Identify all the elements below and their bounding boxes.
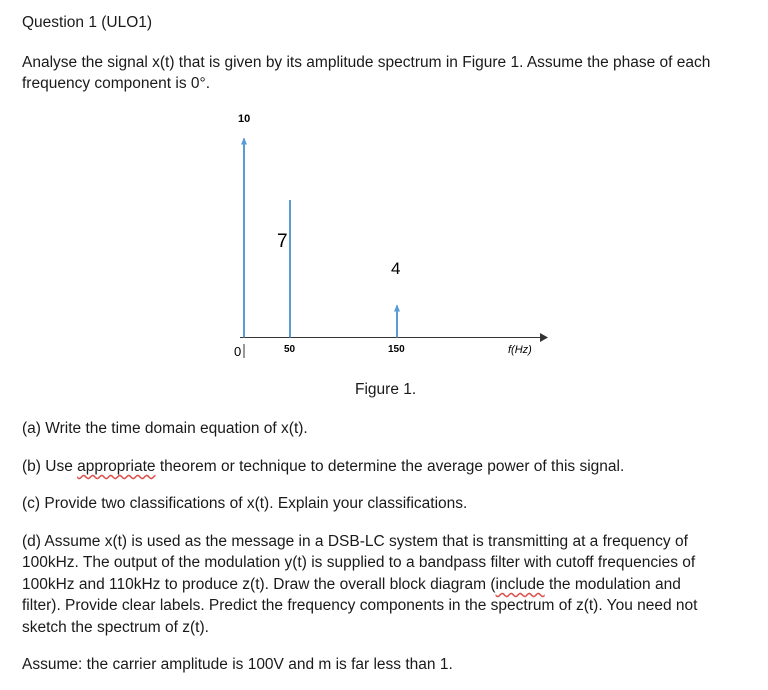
- part-d-line-2: 100kHz. The output of the modulation y(t) is supplied to a bandpass filter with cutoff frequencies of: [22, 554, 696, 571]
- part-d-line-1: (d) Assume x(t) is used as the message in a DSB-LC system that is transmitting at a frequency of: [22, 533, 688, 550]
- part-b: (b) Use appropriate theorem or technique to determine the average power of this signal.: [22, 458, 625, 475]
- assumption: Assume: the carrier amplitude is 100V and m is far less than 1.: [22, 656, 453, 673]
- x-axis-label: f(Hz): [508, 344, 532, 356]
- origin-label: 0: [234, 344, 242, 359]
- stem-arrow-head: [241, 138, 247, 145]
- x-axis-arrow: [540, 333, 548, 342]
- spellcheck-word: appropriate: [77, 458, 156, 475]
- x-tick-label: 50: [284, 344, 296, 355]
- x-tick-label: 150: [388, 344, 405, 355]
- figure-caption: Figure 1.: [355, 381, 417, 398]
- question-title: Question 1 (ULO1): [22, 14, 153, 31]
- part-d-line-5: sketch the spectrum of z(t).: [22, 619, 209, 636]
- stem-arrow-head: [394, 305, 400, 312]
- part-a: (a) Write the time domain equation of x(t).: [22, 420, 308, 437]
- part-c: (c) Provide two classifications of x(t). Explain your classifications.: [22, 495, 468, 512]
- part-d-line-3: 100kHz and 110kHz to produce z(t). Draw the overall block diagram (include the modulation and: [22, 576, 681, 593]
- part-d-line-4: filter). Provide clear labels. Predict the frequency components in the spectrum of z(t). You need not: [22, 597, 698, 614]
- spellcheck-word: include: [495, 576, 545, 593]
- value-label: 7: [277, 231, 288, 252]
- value-label: 4: [391, 259, 401, 278]
- value-label: 10: [238, 113, 251, 125]
- intro-line-2: frequency component is 0°.: [22, 75, 210, 92]
- intro-line-1: Analyse the signal x(t) that is given by its amplitude spectrum in Figure 1. Assume the phase of each: [22, 54, 711, 71]
